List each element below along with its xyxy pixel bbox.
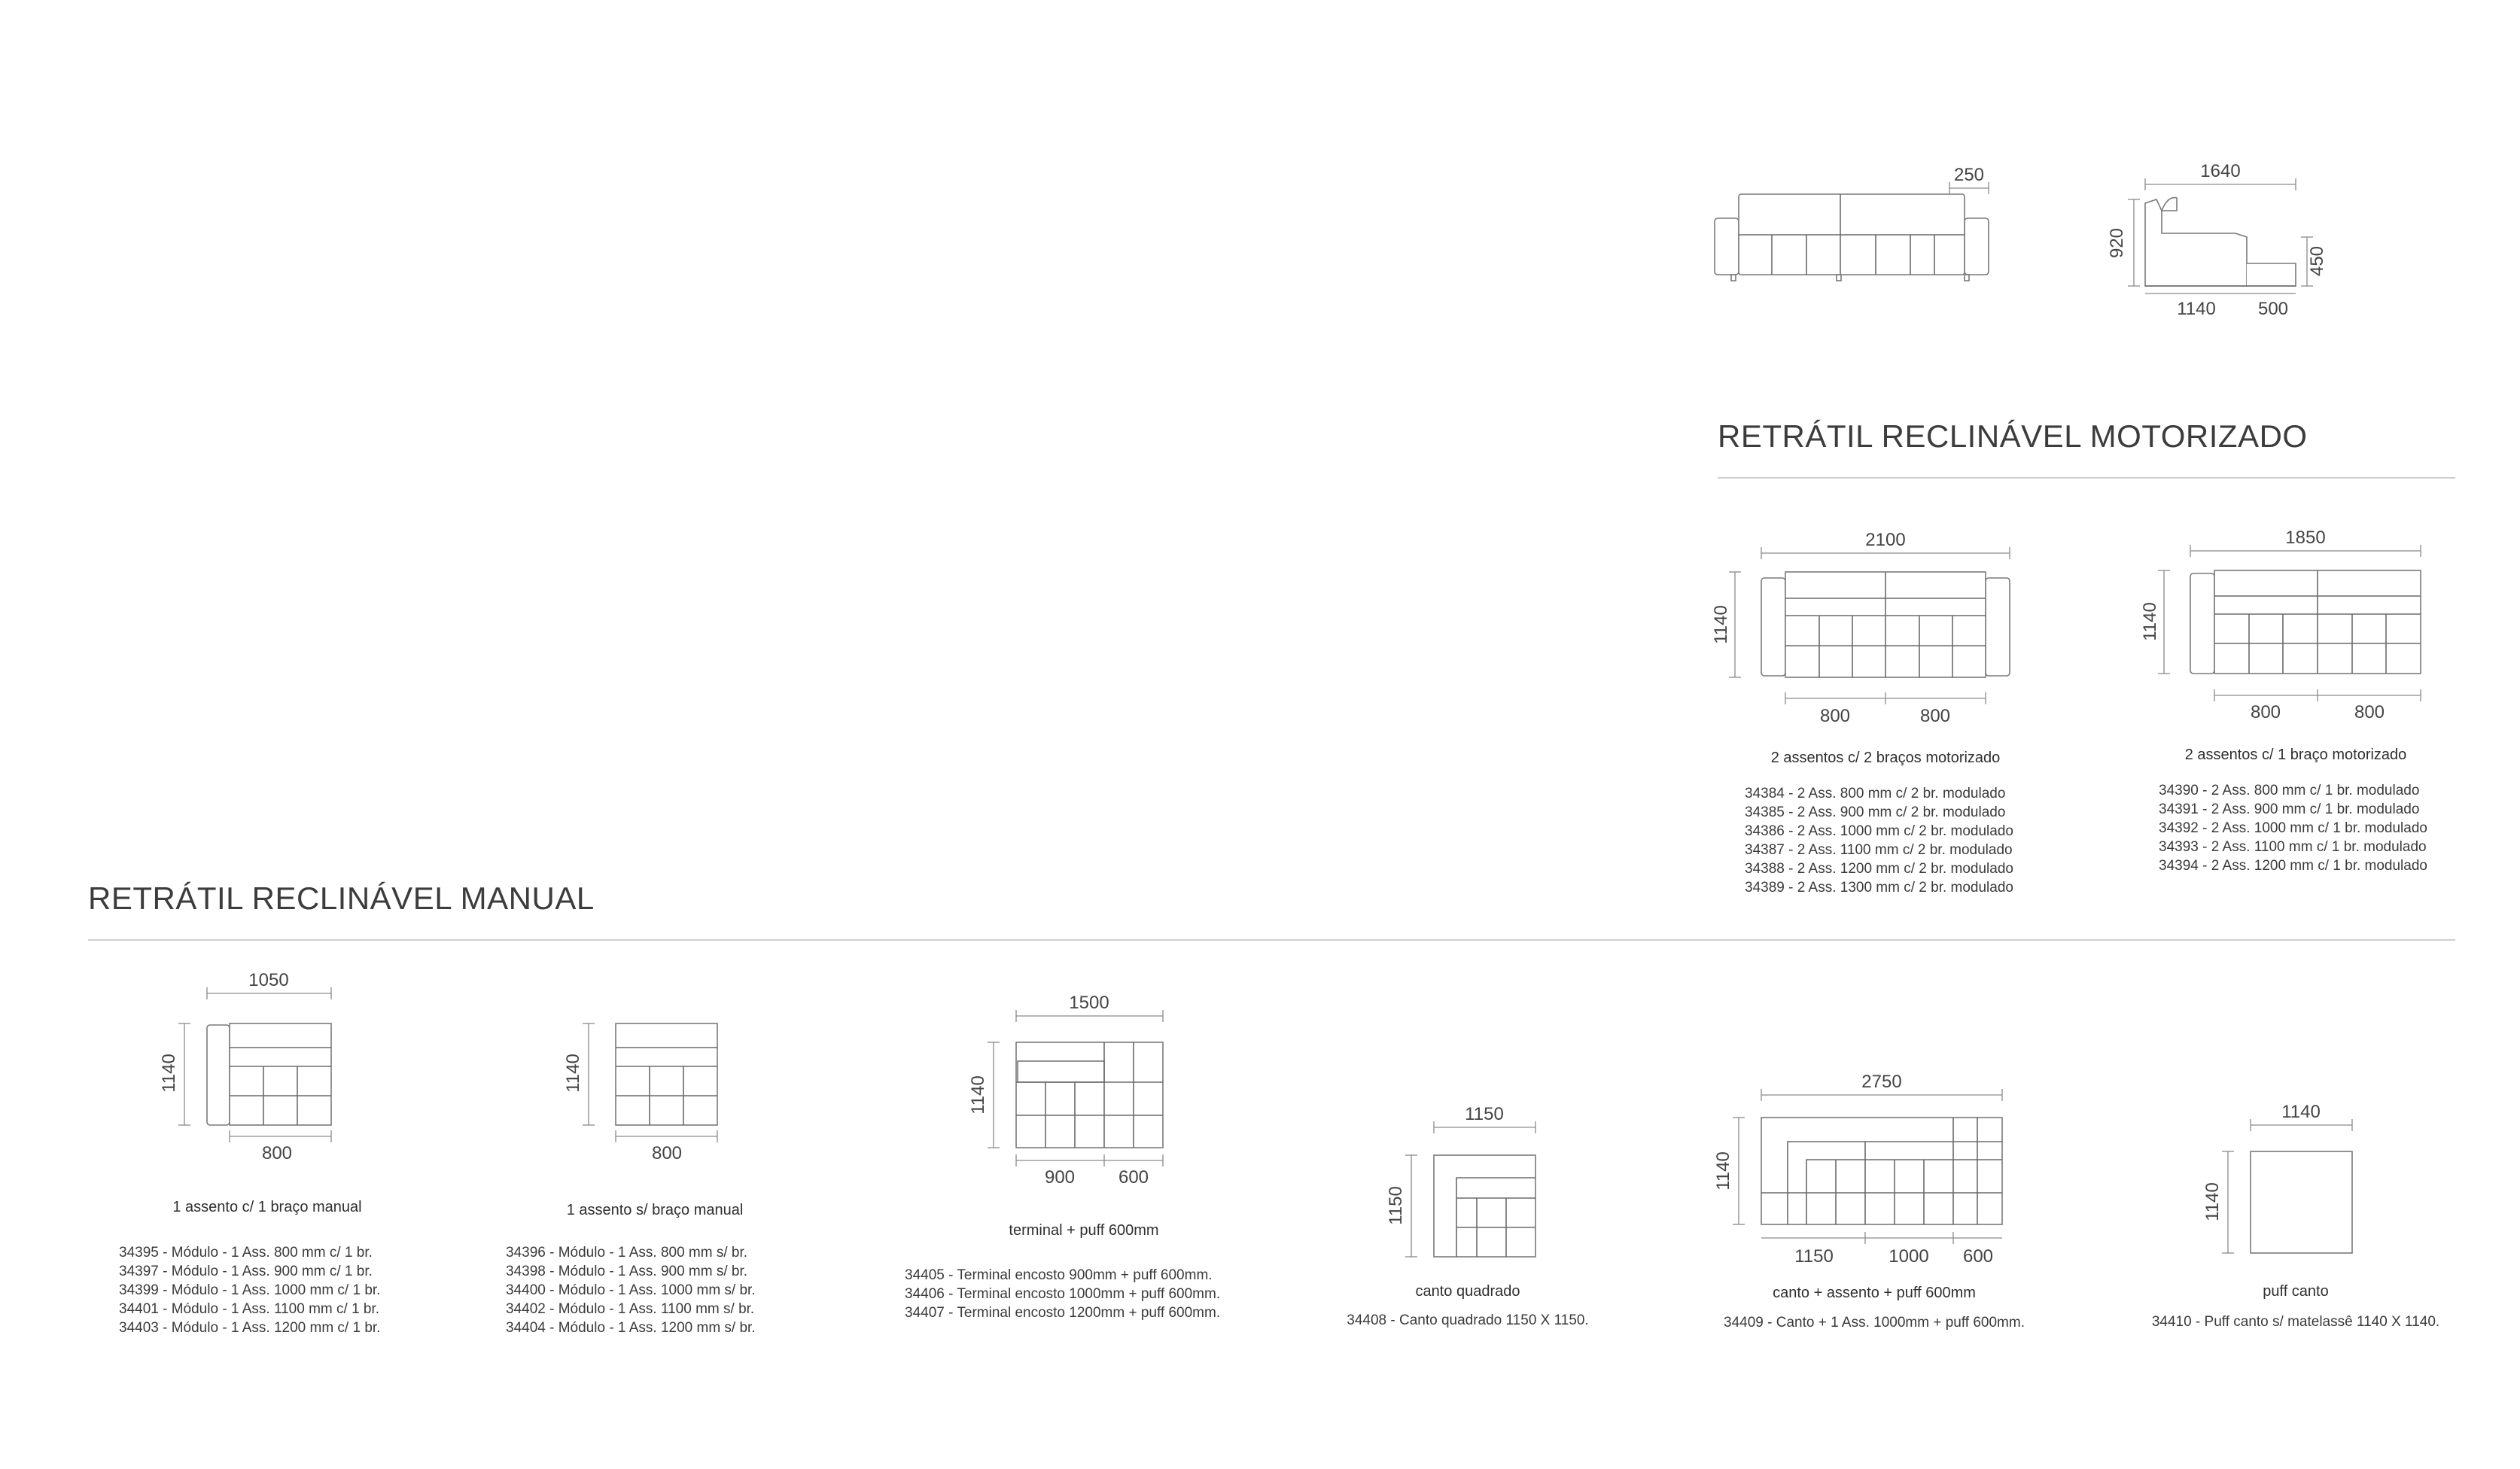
dim-width-label: 1150 <box>1465 1104 1504 1124</box>
dim-seat-b-label: 800 <box>1919 706 1951 726</box>
list-item: 34407 - Terminal encosto 1200mm + puff 600mm. <box>905 1305 1221 1321</box>
front-elevation-drawing <box>1709 158 1995 293</box>
dim-seat-a-label: 800 <box>2250 702 2281 722</box>
list-item: 34386 - 2 Ass. 1000 mm c/ 2 br. modulado <box>1745 823 2013 839</box>
dim-depth-label: 1140 <box>2202 1182 2223 1221</box>
plan-2-seats-2-arms <box>1709 527 2025 730</box>
caption-1-seat-1-arm: 1 assento c/ 1 braço manual <box>172 1199 362 1215</box>
list-item: 34399 - Módulo - 1 Ass. 1000 mm c/ 1 br. <box>119 1282 381 1298</box>
dim-depth-label: 1150 <box>1386 1186 1406 1225</box>
dim-base-label: 1140 <box>2177 299 2216 319</box>
code-list-2-seats-2-arms <box>1745 784 2013 897</box>
dim-seg-b-label: 600 <box>1118 1167 1149 1188</box>
plan-puff-canto <box>2168 1084 2363 1264</box>
plan-1-seat-no-arm <box>557 963 738 1166</box>
dim-width-label: 1850 <box>2285 528 2326 548</box>
list-item: 34400 - Módulo - 1 Ass. 1000 mm s/ br. <box>506 1282 756 1298</box>
list-item: 34392 - 2 Ass. 1000 mm c/ 1 br. modulado <box>2159 820 2427 836</box>
dim-seg-b-label: 1000 <box>1888 1246 1929 1267</box>
list-item: 34406 - Terminal encosto 1000mm + puff 600mm. <box>905 1286 1221 1302</box>
dim-depth-label: 1140 <box>968 1075 988 1115</box>
dim-seat-b-label: 800 <box>2354 702 2385 722</box>
code-list-1-seat-no-arm <box>506 1243 756 1337</box>
module-1-seat-no-arm <box>616 1023 717 1125</box>
caption-canto-assento-puff: canto + assento + puff 600mm <box>1773 1285 1976 1301</box>
plan-terminal-puff <box>963 986 1189 1197</box>
section-title-motorizado: RETRÁTIL RECLINÁVEL MOTORIZADO <box>1718 418 2308 454</box>
dim-ext-label: 500 <box>2257 299 2289 319</box>
dim-seg-a-label: 1150 <box>1794 1246 1834 1267</box>
dim-seg-a-label: 900 <box>1044 1167 1076 1188</box>
code-canto-assento-puff: 34409 - Canto + 1 Ass. 1000mm + puff 600mm. <box>1724 1315 2025 1331</box>
plan-canto-quadrado <box>1370 1084 1566 1264</box>
dim-depth-label: 1140 <box>1711 605 1731 644</box>
list-item: 34396 - Módulo - 1 Ass. 800 mm s/ br. <box>506 1245 748 1261</box>
caption-terminal-puff: terminal + puff 600mm <box>1009 1222 1159 1239</box>
list-item: 34384 - 2 Ass. 800 mm c/ 2 br. modulado <box>1745 786 2006 801</box>
list-item: 34388 - 2 Ass. 1200 mm c/ 2 br. modulado <box>1745 861 2013 877</box>
list-item: 34395 - Módulo - 1 Ass. 800 mm c/ 1 br. <box>119 1245 373 1261</box>
dim-width-label: 1140 <box>2281 1102 2321 1122</box>
dim-height-label: 920 <box>2107 227 2127 259</box>
code-list-1-seat-1-arm <box>119 1243 380 1337</box>
dim-arm-label: 250 <box>1953 165 1985 185</box>
caption-2-seats-1-arm: 2 assentos c/ 1 braço motorizado <box>2184 747 2407 763</box>
caption-puff-canto: puff canto <box>2263 1283 2329 1300</box>
dim-depth-label: 1140 <box>159 1054 179 1093</box>
sofa-side-view <box>2145 198 2296 286</box>
module-canto-quadrado <box>1434 1155 1535 1257</box>
sofa-plan-2-seats <box>1761 572 2010 677</box>
dim-seat-height-label: 450 <box>2307 245 2327 277</box>
plan-canto-assento-puff <box>1701 1057 2017 1276</box>
section-title-manual: RETRÁTIL RECLINÁVEL MANUAL <box>88 880 595 916</box>
list-item: 34387 - 2 Ass. 1100 mm c/ 2 br. modulado <box>1745 842 2013 858</box>
dim-depth-total-label: 1640 <box>2200 161 2241 181</box>
code-list-terminal-puff <box>905 1266 1220 1322</box>
plan-2-seats-1-arm <box>2138 527 2439 730</box>
list-item: 34398 - Módulo - 1 Ass. 900 mm s/ br. <box>506 1264 748 1279</box>
dim-depth-label: 1140 <box>563 1054 583 1093</box>
list-item: 34402 - Módulo - 1 Ass. 1100 mm s/ br. <box>506 1301 755 1317</box>
caption-1-seat-no-arm: 1 assento s/ braço manual <box>566 1202 744 1218</box>
dim-depth-label: 1140 <box>1713 1151 1733 1191</box>
module-puff-canto <box>2251 1151 2352 1253</box>
divider-motorizado <box>1718 477 2455 479</box>
side-elevation-drawing <box>2092 154 2348 320</box>
dim-depth-label: 1140 <box>2140 602 2160 641</box>
list-item: 34391 - 2 Ass. 900 mm c/ 1 br. modulado <box>2159 801 2420 817</box>
list-item: 34394 - 2 Ass. 1200 mm c/ 1 br. modulado <box>2159 858 2427 874</box>
dim-width-label: 2100 <box>1865 530 1906 550</box>
list-item: 34403 - Módulo - 1 Ass. 1200 mm c/ 1 br. <box>119 1320 381 1336</box>
list-item: 34397 - Módulo - 1 Ass. 900 mm c/ 1 br. <box>119 1264 373 1279</box>
code-canto-quadrado: 34408 - Canto quadrado 1150 X 1150. <box>1347 1312 1589 1328</box>
sofa-plan-2-seats-1-arm <box>2190 570 2421 674</box>
dim-width-label: 2750 <box>1861 1072 1902 1092</box>
dim-seat-label: 800 <box>651 1143 683 1163</box>
dim-seat-label: 800 <box>261 1143 293 1163</box>
module-canto-assento-puff <box>1761 1118 2002 1224</box>
caption-2-seats-2-arms: 2 assentos c/ 2 braços motorizado <box>1770 750 2001 766</box>
list-item: 34404 - Módulo - 1 Ass. 1200 mm s/ br. <box>506 1320 756 1336</box>
list-item: 34390 - 2 Ass. 800 mm c/ 1 br. modulado <box>2159 783 2420 798</box>
dim-width-label: 1050 <box>248 970 289 990</box>
dim-width-label: 1500 <box>1069 993 1109 1013</box>
divider-manual <box>88 939 2455 941</box>
caption-canto-quadrado: canto quadrado <box>1415 1283 1520 1300</box>
code-list-2-seats-1-arm <box>2159 781 2427 875</box>
list-item: 34385 - 2 Ass. 900 mm c/ 2 br. modulado <box>1745 804 2006 820</box>
sofa-front-view <box>1715 194 1989 281</box>
module-terminal-puff <box>1016 1042 1163 1148</box>
plan-1-seat-1-arm <box>151 963 361 1166</box>
list-item: 34389 - 2 Ass. 1300 mm c/ 2 br. modulado <box>1745 880 2013 896</box>
code-puff-canto: 34410 - Puff canto s/ matelassê 1140 X 1140. <box>2151 1314 2440 1330</box>
dim-seg-c-label: 600 <box>1962 1246 1994 1267</box>
list-item: 34401 - Módulo - 1 Ass. 1100 mm c/ 1 br. <box>119 1301 380 1317</box>
list-item: 34393 - 2 Ass. 1100 mm c/ 1 br. modulado <box>2159 839 2427 855</box>
module-1-seat-1-arm <box>207 1023 331 1125</box>
list-item: 34405 - Terminal encosto 900mm + puff 600mm. <box>905 1267 1213 1283</box>
dim-seat-a-label: 800 <box>1819 706 1851 726</box>
